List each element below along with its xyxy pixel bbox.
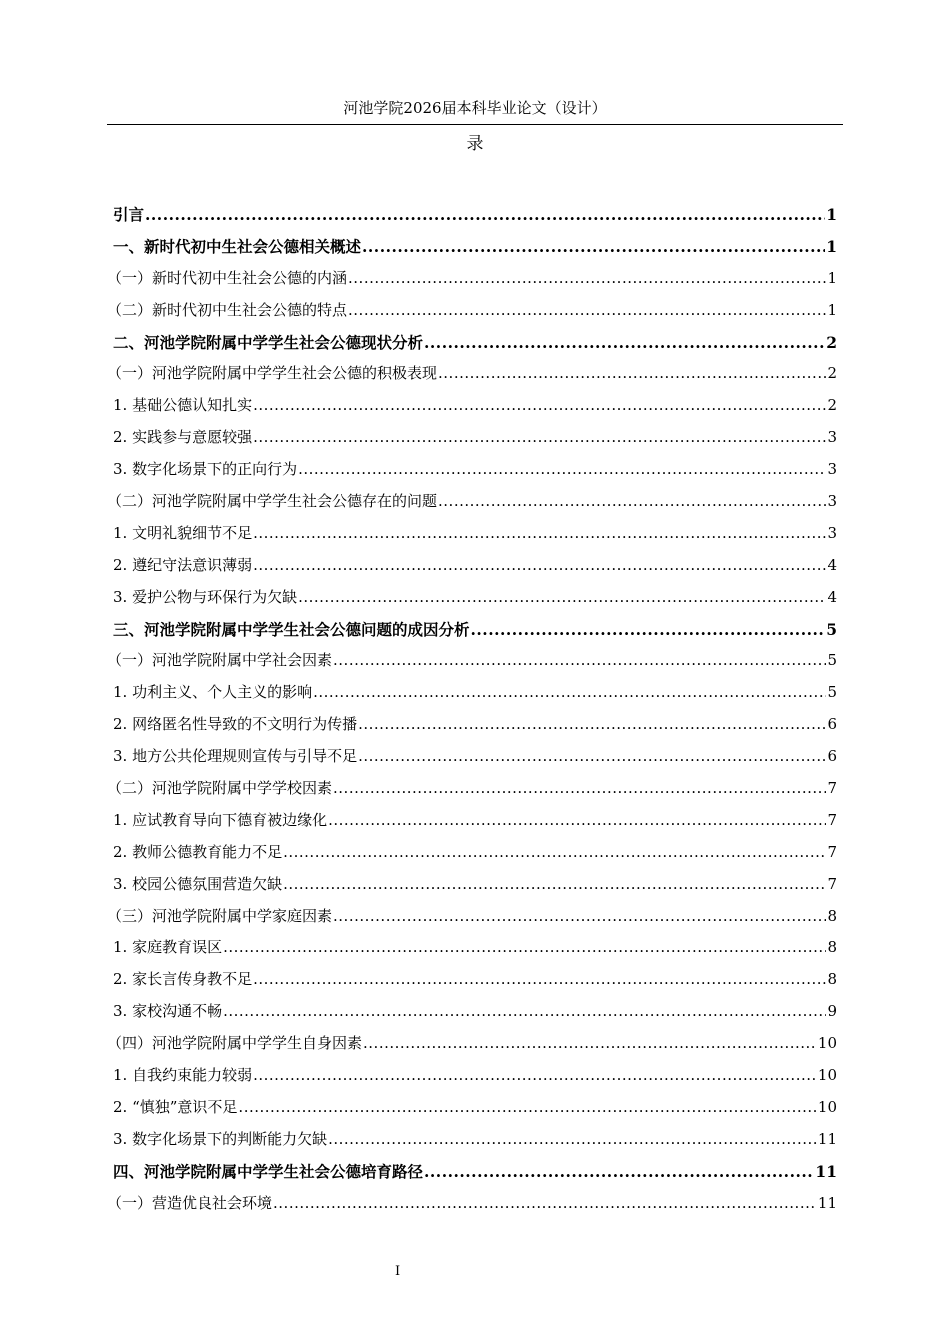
toc-entry-page: 2 — [827, 396, 837, 415]
toc-entry-page: 1 — [826, 205, 837, 224]
table-of-contents — [107, 199, 837, 1220]
toc-entry[interactable] — [113, 1060, 837, 1092]
toc-entry-page: 11 — [815, 1161, 837, 1181]
toc-entry-page: 9 — [827, 1002, 837, 1021]
toc-dot-leader — [283, 837, 826, 869]
toc-entry-label: 三、河池学院附属中学学生社会公德问题的成因分析 — [113, 619, 470, 639]
toc-entry[interactable] — [113, 996, 837, 1028]
toc-dot-leader — [273, 1188, 817, 1220]
toc-entry-label: 1. 自我约束能力较弱 — [113, 1066, 253, 1085]
toc-entry[interactable] — [113, 869, 837, 901]
toc-entry-label: 1. 应试教育导向下德育被边缘化 — [113, 810, 328, 829]
toc-dot-leader — [145, 199, 825, 231]
toc-entry-page: 1 — [826, 236, 837, 256]
toc-entry-page: 1 — [827, 300, 837, 319]
toc-dot-leader — [283, 869, 826, 901]
toc-entry-page: 7 — [827, 810, 837, 829]
toc-entry-label: 1. 基础公德认知扎实 — [113, 396, 253, 415]
toc-dot-leader — [253, 518, 826, 550]
toc-entry[interactable] — [113, 454, 837, 486]
toc-entry-label: 2. 家长言传身教不足 — [113, 970, 253, 989]
toc-entry-page: 11 — [817, 1129, 837, 1148]
header-rule — [107, 124, 843, 125]
toc-entry[interactable] — [113, 422, 837, 454]
toc-entry-page: 2 — [827, 364, 837, 383]
toc-entry-label: 2. 遵纪守法意识薄弱 — [113, 555, 253, 574]
toc-entry-page: 2 — [826, 332, 837, 352]
toc-dot-leader — [313, 677, 826, 709]
toc-dot-leader — [358, 709, 826, 741]
toc-entry-label: （一）河池学院附属中学学生社会公德的积极表现 — [107, 364, 438, 383]
toc-dot-leader — [238, 1092, 816, 1124]
toc-entry[interactable] — [107, 1188, 837, 1220]
toc-entry-label: 3. 数字化场景下的正向行为 — [113, 460, 298, 479]
toc-dot-leader — [328, 805, 826, 837]
toc-entry-label: 1. 家庭教育误区 — [113, 938, 223, 957]
toc-entry[interactable] — [113, 1156, 837, 1188]
toc-entry-label: 3. 家校沟通不畅 — [113, 1002, 223, 1021]
toc-entry[interactable] — [113, 231, 837, 263]
toc-entry[interactable] — [107, 645, 837, 677]
toc-dot-leader — [298, 582, 826, 614]
toc-entry[interactable] — [107, 901, 837, 933]
toc-entry[interactable] — [113, 582, 837, 614]
toc-title: 录 — [466, 134, 484, 154]
toc-dot-leader — [471, 614, 826, 646]
toc-entry[interactable] — [113, 837, 837, 869]
toc-entry-page: 1 — [827, 268, 837, 287]
toc-entry[interactable] — [113, 390, 837, 422]
toc-entry[interactable] — [113, 199, 837, 231]
toc-dot-leader — [253, 550, 826, 582]
toc-entry-label: 3. 数字化场景下的判断能力欠缺 — [113, 1129, 328, 1148]
toc-entry-page: 7 — [827, 779, 837, 798]
toc-entry-page: 7 — [827, 874, 837, 893]
toc-entry-page: 10 — [817, 1034, 837, 1053]
toc-entry-page: 5 — [826, 619, 837, 639]
toc-entry-page: 3 — [827, 492, 837, 511]
toc-dot-leader — [438, 486, 826, 518]
toc-entry-page: 10 — [817, 1066, 837, 1085]
running-header: 河池学院2026届本科毕业论文（设计） — [343, 99, 607, 117]
toc-entry-label: （一）营造优良社会环境 — [107, 1193, 273, 1212]
page-number: I — [395, 1264, 401, 1279]
toc-dot-leader — [253, 1060, 817, 1092]
toc-dot-leader — [348, 295, 826, 327]
toc-dot-leader — [253, 964, 826, 996]
toc-entry-label: 1. 功利主义、个人主义的影响 — [113, 683, 313, 702]
toc-entry-page: 8 — [827, 906, 837, 925]
toc-entry-page: 10 — [817, 1097, 837, 1116]
toc-entry[interactable] — [113, 1124, 837, 1156]
toc-entry-page: 5 — [827, 683, 837, 702]
toc-entry[interactable] — [107, 358, 837, 390]
toc-dot-leader — [362, 231, 825, 263]
toc-entry-page: 4 — [827, 555, 837, 574]
toc-entry[interactable] — [113, 964, 837, 996]
toc-entry-page: 8 — [827, 970, 837, 989]
toc-entry-page: 3 — [827, 428, 837, 447]
toc-entry-page: 6 — [827, 715, 837, 734]
toc-entry[interactable] — [113, 550, 837, 582]
toc-entry-label: 1. 文明礼貌细节不足 — [113, 523, 253, 542]
toc-entry[interactable] — [113, 805, 837, 837]
toc-dot-leader — [438, 358, 826, 390]
toc-entry-label: （三）河池学院附属中学家庭因素 — [107, 906, 333, 925]
toc-entry-label: （一）新时代初中生社会公德的内涵 — [107, 268, 348, 287]
toc-entry[interactable] — [113, 741, 837, 773]
toc-dot-leader — [223, 996, 826, 1028]
toc-entry-page: 11 — [817, 1193, 837, 1212]
toc-entry-label: 2. 教师公德教育能力不足 — [113, 842, 283, 861]
toc-dot-leader — [298, 454, 826, 486]
toc-entry-label: 一、新时代初中生社会公德相关概述 — [113, 236, 362, 256]
toc-entry-page: 7 — [827, 842, 837, 861]
toc-entry-label: 二、河池学院附属中学学生社会公德现状分析 — [113, 332, 424, 352]
toc-dot-leader — [253, 390, 826, 422]
toc-entry[interactable] — [113, 1092, 837, 1124]
toc-dot-leader — [424, 1156, 814, 1188]
toc-entry-page: 5 — [827, 651, 837, 670]
toc-entry-page: 3 — [827, 523, 837, 542]
toc-entry[interactable] — [113, 518, 837, 550]
toc-entry-label: 2. 实践参与意愿较强 — [113, 428, 253, 447]
toc-dot-leader — [333, 901, 826, 933]
toc-dot-leader — [328, 1124, 817, 1156]
toc-entry-label: 3. 校园公德氛围营造欠缺 — [113, 874, 283, 893]
toc-dot-leader — [223, 932, 826, 964]
toc-entry-label: （二）新时代初中生社会公德的特点 — [107, 300, 348, 319]
toc-dot-leader — [333, 773, 826, 805]
toc-entry[interactable] — [113, 614, 837, 646]
toc-entry-label: 3. 爱护公物与环保行为欠缺 — [113, 587, 298, 606]
toc-entry-page: 6 — [827, 747, 837, 766]
toc-dot-leader — [253, 422, 826, 454]
toc-dot-leader — [424, 327, 825, 359]
toc-entry[interactable] — [107, 486, 837, 518]
toc-entry-label: 2. 网络匿名性导致的不文明行为传播 — [113, 715, 358, 734]
toc-entry[interactable] — [113, 327, 837, 359]
toc-entry-label: 引言 — [113, 205, 145, 224]
toc-entry[interactable] — [107, 295, 837, 327]
toc-entry[interactable] — [107, 1028, 837, 1060]
toc-entry-page: 4 — [827, 587, 837, 606]
toc-entry-label: （二）河池学院附属中学学生社会公德存在的问题 — [107, 492, 438, 511]
toc-entry-label: 3. 地方公共伦理规则宣传与引导不足 — [113, 747, 358, 766]
toc-entry[interactable] — [113, 709, 837, 741]
toc-dot-leader — [333, 645, 826, 677]
toc-entry[interactable] — [107, 773, 837, 805]
toc-dot-leader — [363, 1028, 817, 1060]
toc-entry-label: （二）河池学院附属中学学校因素 — [107, 779, 333, 798]
toc-entry-label: （四）河池学院附属中学学生自身因素 — [107, 1034, 363, 1053]
toc-entry-label: 四、河池学院附属中学学生社会公德培育路径 — [113, 1161, 424, 1181]
toc-entry[interactable] — [113, 932, 837, 964]
toc-entry-page: 3 — [827, 460, 837, 479]
toc-entry[interactable] — [113, 677, 837, 709]
toc-entry-label: 2. “慎独”意识不足 — [113, 1097, 238, 1116]
toc-entry[interactable] — [107, 263, 837, 295]
toc-entry-label: （一）河池学院附属中学社会因素 — [107, 651, 333, 670]
toc-entry-page: 8 — [827, 938, 837, 957]
toc-dot-leader — [348, 263, 826, 295]
toc-dot-leader — [358, 741, 826, 773]
